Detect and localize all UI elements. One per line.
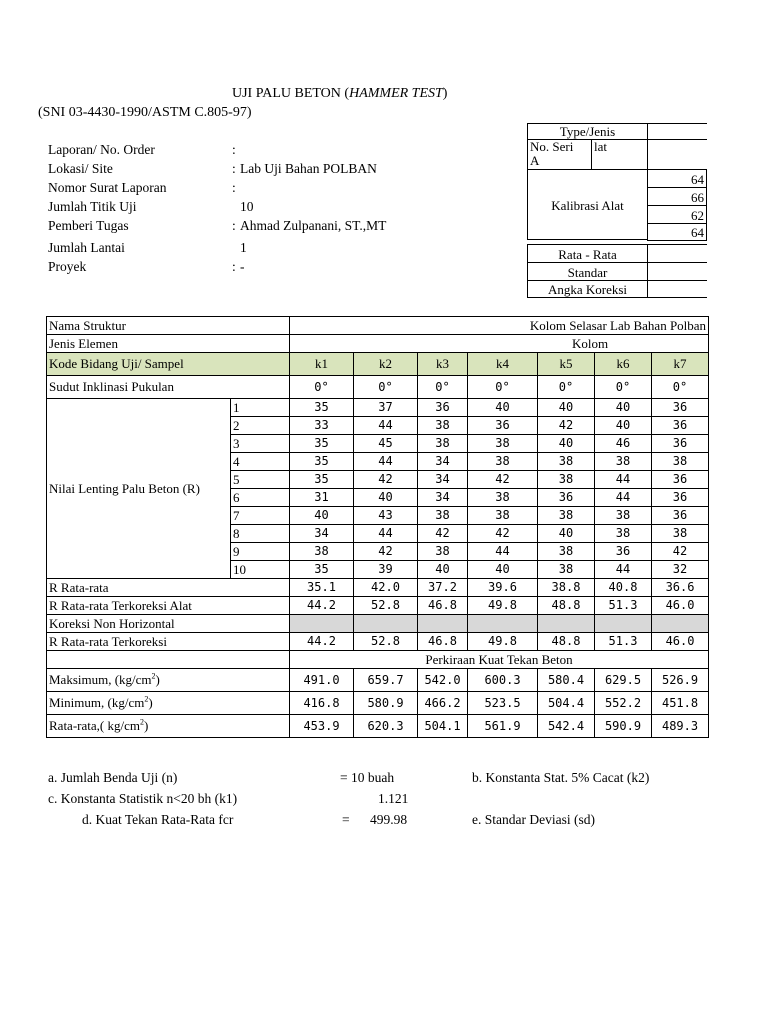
- minimum-value: 580.9: [354, 692, 418, 715]
- koreksi-value: [647, 280, 707, 298]
- reading-number: 9: [231, 543, 290, 561]
- reading-value: 38: [468, 507, 538, 525]
- reading-value: 40: [538, 525, 595, 543]
- minimum-value: 451.8: [652, 692, 709, 715]
- type-label: Type/Jenis: [527, 123, 648, 140]
- superscript: 2: [144, 694, 149, 704]
- table-row: [47, 376, 709, 399]
- standar-value: [647, 262, 707, 281]
- reading-value: 36: [595, 543, 652, 561]
- hammer-test-table: [46, 316, 709, 738]
- reading-number: 2: [231, 417, 290, 435]
- table-row: [47, 399, 709, 417]
- info-value: Ahmad Zulpanani, ST.,MT: [240, 218, 387, 233]
- info-label: Pemberi Tugas: [48, 218, 129, 233]
- rata-rata-value: 561.9: [468, 715, 538, 738]
- serial-label-text2: A: [530, 153, 540, 168]
- footer-d-label: d. Kuat Tekan Rata-Rata fcr: [82, 812, 234, 827]
- sample-header: k3: [418, 353, 468, 376]
- reading-value: 32: [652, 561, 709, 579]
- reading-number: 6: [231, 489, 290, 507]
- reading-value: 42: [468, 471, 538, 489]
- reading-value: 37: [354, 399, 418, 417]
- maksimum-label: [47, 669, 290, 692]
- reading-value: 38: [418, 543, 468, 561]
- sample-header: k4: [468, 353, 538, 376]
- nama-struktur-label: Nama Struktur: [47, 317, 290, 335]
- r-rata-value: 40.8: [595, 579, 652, 597]
- rata-rata-label: [47, 715, 290, 738]
- rata-label: Rata - Rata: [527, 244, 648, 263]
- reading-value: 38: [538, 561, 595, 579]
- kalibrasi-label: Kalibrasi Alat: [527, 169, 648, 240]
- r-terkoreksi-value: 46.0: [652, 633, 709, 651]
- info-label: Jumlah Titik Uji: [48, 199, 137, 214]
- reading-value: 38: [468, 453, 538, 471]
- jenis-elemen-value: Kolom: [290, 335, 709, 353]
- reading-value: 38: [595, 507, 652, 525]
- reading-value: 35: [290, 471, 354, 489]
- info-separator: :: [232, 180, 236, 195]
- sample-header: k1: [290, 353, 354, 376]
- reading-value: 36: [652, 417, 709, 435]
- footer-c-value: 1.121: [378, 791, 409, 806]
- calibration-box: [527, 123, 707, 298]
- rata-rata-value: 542.4: [538, 715, 595, 738]
- sample-header: k5: [538, 353, 595, 376]
- sudut-value: 0°: [354, 376, 418, 399]
- table-row: [47, 615, 709, 633]
- table-row: [47, 715, 709, 738]
- reading-number: 1: [231, 399, 290, 417]
- perkiraan-label: Perkiraan Kuat Tekan Beton: [290, 651, 709, 669]
- sudut-value: 0°: [468, 376, 538, 399]
- reading-value: 38: [418, 435, 468, 453]
- reading-value: 35: [290, 435, 354, 453]
- perkiraan-blank: [47, 651, 290, 669]
- koreksi-nh-value: [652, 615, 709, 633]
- reading-number: 4: [231, 453, 290, 471]
- r-rata-label: R Rata-rata: [47, 579, 290, 597]
- sample-header: k7: [652, 353, 709, 376]
- serial-label-text: No. Seri: [530, 139, 574, 154]
- kalibrasi-value-3: 62: [647, 205, 707, 224]
- footer-e-label: e. Standar Deviasi (sd): [472, 812, 595, 827]
- minimum-value: 552.2: [595, 692, 652, 715]
- lenting-label: Nilai Lenting Palu Beton (R): [47, 399, 231, 579]
- reading-value: 44: [595, 471, 652, 489]
- reading-value: 44: [354, 453, 418, 471]
- reading-value: 40: [354, 489, 418, 507]
- table-row: [47, 317, 709, 335]
- row-label-close: ): [143, 718, 149, 733]
- reading-value: 38: [595, 453, 652, 471]
- nama-struktur-value: Kolom Selasar Lab Bahan Polban: [290, 317, 709, 335]
- r-alat-value: 46.8: [418, 597, 468, 615]
- footer-b-label: b. Konstanta Stat. 5% Cacat (k2): [472, 770, 650, 785]
- reading-value: 35: [290, 561, 354, 579]
- koreksi-label: Angka Koreksi: [527, 280, 648, 298]
- r-alat-value: 52.8: [354, 597, 418, 615]
- jenis-elemen-label: Jenis Elemen: [47, 335, 290, 353]
- reading-value: 34: [418, 489, 468, 507]
- reading-value: 31: [290, 489, 354, 507]
- footer-d-eq: =: [342, 812, 350, 827]
- reading-value: 45: [354, 435, 418, 453]
- table-row: [47, 579, 709, 597]
- reading-value: 34: [418, 453, 468, 471]
- reading-value: 42: [354, 471, 418, 489]
- r-alat-value: 49.8: [468, 597, 538, 615]
- reading-value: 38: [418, 507, 468, 525]
- info-label: Proyek: [48, 259, 87, 274]
- table-row: [47, 335, 709, 353]
- r-alat-value: 44.2: [290, 597, 354, 615]
- reading-value: 36: [652, 489, 709, 507]
- minimum-value: 523.5: [468, 692, 538, 715]
- standar-label: Standar: [527, 262, 648, 281]
- title-italic: HAMMER TEST: [349, 86, 443, 101]
- reading-value: 40: [595, 399, 652, 417]
- rata-value: [647, 244, 707, 263]
- minimum-label: [47, 692, 290, 715]
- info-value: -: [240, 259, 245, 274]
- r-terkoreksi-value: 46.8: [418, 633, 468, 651]
- reading-value: 46: [595, 435, 652, 453]
- reading-value: 40: [595, 417, 652, 435]
- table-row: [47, 669, 709, 692]
- r-rata-value: 39.6: [468, 579, 538, 597]
- reading-value: 36: [652, 435, 709, 453]
- reading-value: 33: [290, 417, 354, 435]
- minimum-value: 466.2: [418, 692, 468, 715]
- info-separator: :: [232, 259, 236, 274]
- kalibrasi-value-2: 66: [647, 187, 707, 206]
- reading-value: 40: [538, 435, 595, 453]
- info-separator: :: [232, 142, 236, 157]
- reading-value: 40: [418, 561, 468, 579]
- reading-value: 42: [354, 543, 418, 561]
- reading-value: 38: [538, 453, 595, 471]
- r-terkoreksi-value: 44.2: [290, 633, 354, 651]
- maksimum-value: 526.9: [652, 669, 709, 692]
- r-rata-value: 42.0: [354, 579, 418, 597]
- reading-value: 43: [354, 507, 418, 525]
- reading-number: 5: [231, 471, 290, 489]
- table-row: [47, 633, 709, 651]
- rata-rata-value: 453.9: [290, 715, 354, 738]
- maksimum-value: 491.0: [290, 669, 354, 692]
- reading-value: 36: [652, 471, 709, 489]
- table-row: [47, 692, 709, 715]
- serial-extra: [647, 139, 707, 170]
- reading-value: 44: [595, 489, 652, 507]
- title-prefix: UJI PALU BETON (: [232, 86, 350, 101]
- r-rata-value: 35.1: [290, 579, 354, 597]
- row-label-close: ): [155, 672, 160, 687]
- reading-value: 40: [290, 507, 354, 525]
- r-rata-value: 38.8: [538, 579, 595, 597]
- superscript: 2: [139, 717, 144, 727]
- reading-value: 38: [538, 543, 595, 561]
- reading-value: 38: [418, 417, 468, 435]
- koreksi-nh-value: [418, 615, 468, 633]
- reading-value: 44: [354, 417, 418, 435]
- footer-c-label: c. Konstanta Statistik n<20 bh (k1): [48, 791, 238, 806]
- maksimum-value: 600.3: [468, 669, 538, 692]
- reading-value: 35: [290, 453, 354, 471]
- type-value: [647, 123, 707, 140]
- superscript: 2: [151, 671, 156, 681]
- reading-value: 38: [468, 489, 538, 507]
- reading-value: 34: [418, 471, 468, 489]
- row-label-close: ): [148, 695, 153, 710]
- reading-value: 36: [652, 399, 709, 417]
- reading-number: 7: [231, 507, 290, 525]
- minimum-value: 416.8: [290, 692, 354, 715]
- reading-value: 42: [468, 525, 538, 543]
- sudut-label: Sudut Inklinasi Pukulan: [47, 376, 290, 399]
- minimum-value: 504.4: [538, 692, 595, 715]
- reading-value: 38: [538, 471, 595, 489]
- r-terkoreksi-value: 49.8: [468, 633, 538, 651]
- reading-value: 38: [595, 525, 652, 543]
- reading-number: 10: [231, 561, 290, 579]
- sudut-value: 0°: [652, 376, 709, 399]
- r-rata-value: 37.2: [418, 579, 468, 597]
- koreksi-nh-value: [538, 615, 595, 633]
- r-terkoreksi-value: 52.8: [354, 633, 418, 651]
- rata-rata-value: 504.1: [418, 715, 468, 738]
- reading-number: 8: [231, 525, 290, 543]
- reading-value: 35: [290, 399, 354, 417]
- sudut-value: 0°: [538, 376, 595, 399]
- reading-value: 40: [468, 399, 538, 417]
- serial-label: [527, 139, 592, 170]
- reading-value: 42: [538, 417, 595, 435]
- reading-value: 36: [418, 399, 468, 417]
- kalibrasi-value-1: 64: [647, 169, 707, 188]
- footer-a-value: = 10 buah: [340, 770, 395, 785]
- reading-value: 44: [595, 561, 652, 579]
- sudut-value: 0°: [418, 376, 468, 399]
- reading-value: 38: [290, 543, 354, 561]
- sudut-value: 0°: [290, 376, 354, 399]
- table-body: [47, 317, 709, 738]
- koreksi-nh-value: [354, 615, 418, 633]
- info-separator: :: [232, 218, 236, 233]
- reading-value: 40: [538, 399, 595, 417]
- sample-header: k6: [595, 353, 652, 376]
- info-label: Lokasi/ Site: [48, 161, 113, 176]
- r-terkoreksi-value: 51.3: [595, 633, 652, 651]
- reading-value: 36: [652, 507, 709, 525]
- reading-value: 36: [538, 489, 595, 507]
- info-separator: :: [232, 161, 236, 176]
- reading-value: 42: [652, 543, 709, 561]
- reading-value: 39: [354, 561, 418, 579]
- info-label: Nomor Surat Laporan: [48, 180, 167, 195]
- koreksi-nh-label: Koreksi Non Horizontal: [47, 615, 290, 633]
- koreksi-nh-value: [468, 615, 538, 633]
- reading-value: 38: [652, 525, 709, 543]
- kalibrasi-value-4: 64: [647, 223, 707, 241]
- info-label: Laporan/ No. Order: [48, 142, 155, 157]
- reading-number: 3: [231, 435, 290, 453]
- sudut-value: 0°: [595, 376, 652, 399]
- kode-bidang-label: Kode Bidang Uji/ Sampel: [47, 353, 290, 376]
- reading-value: 44: [468, 543, 538, 561]
- r-alat-value: 48.8: [538, 597, 595, 615]
- rata-rata-value: 590.9: [595, 715, 652, 738]
- r-alat-label: R Rata-rata Terkoreksi Alat: [47, 597, 290, 615]
- reading-value: 36: [468, 417, 538, 435]
- r-alat-value: 51.3: [595, 597, 652, 615]
- reading-value: 38: [468, 435, 538, 453]
- row-label-text: Rata-rata,( kg/cm: [49, 718, 140, 733]
- reading-value: 34: [290, 525, 354, 543]
- maksimum-value: 659.7: [354, 669, 418, 692]
- sample-header: k2: [354, 353, 418, 376]
- reading-value: 38: [652, 453, 709, 471]
- row-label-text: Minimum, (kg/cm: [49, 695, 145, 710]
- standard-reference: (SNI 03-4430-1990/ASTM C.805-97): [38, 105, 252, 120]
- serial-value: lat: [591, 139, 648, 170]
- info-value: 10: [240, 199, 254, 214]
- table-row: [47, 353, 709, 376]
- info-value: Lab Uji Bahan POLBAN: [240, 161, 377, 176]
- reading-value: 38: [538, 507, 595, 525]
- table-row: [47, 651, 709, 669]
- koreksi-nh-value: [290, 615, 354, 633]
- reading-value: 40: [468, 561, 538, 579]
- maksimum-value: 629.5: [595, 669, 652, 692]
- r-alat-value: 46.0: [652, 597, 709, 615]
- report-title: [232, 86, 447, 102]
- koreksi-nh-value: [595, 615, 652, 633]
- maksimum-value: 580.4: [538, 669, 595, 692]
- reading-value: 44: [354, 525, 418, 543]
- title-suffix: ): [442, 86, 448, 101]
- table-row: [47, 597, 709, 615]
- info-value: 1: [240, 240, 247, 255]
- reading-value: 42: [418, 525, 468, 543]
- r-terkoreksi-value: 48.8: [538, 633, 595, 651]
- maksimum-value: 542.0: [418, 669, 468, 692]
- footer-a-label: a. Jumlah Benda Uji (n): [48, 770, 178, 785]
- r-terkoreksi-label: R Rata-rata Terkoreksi: [47, 633, 290, 651]
- info-label: Jumlah Lantai: [48, 240, 125, 255]
- row-label-text: Maksimum, (kg/cm: [49, 672, 152, 687]
- r-rata-value: 36.6: [652, 579, 709, 597]
- rata-rata-value: 489.3: [652, 715, 709, 738]
- footer-d-value: 499.98: [370, 812, 408, 827]
- rata-rata-value: 620.3: [354, 715, 418, 738]
